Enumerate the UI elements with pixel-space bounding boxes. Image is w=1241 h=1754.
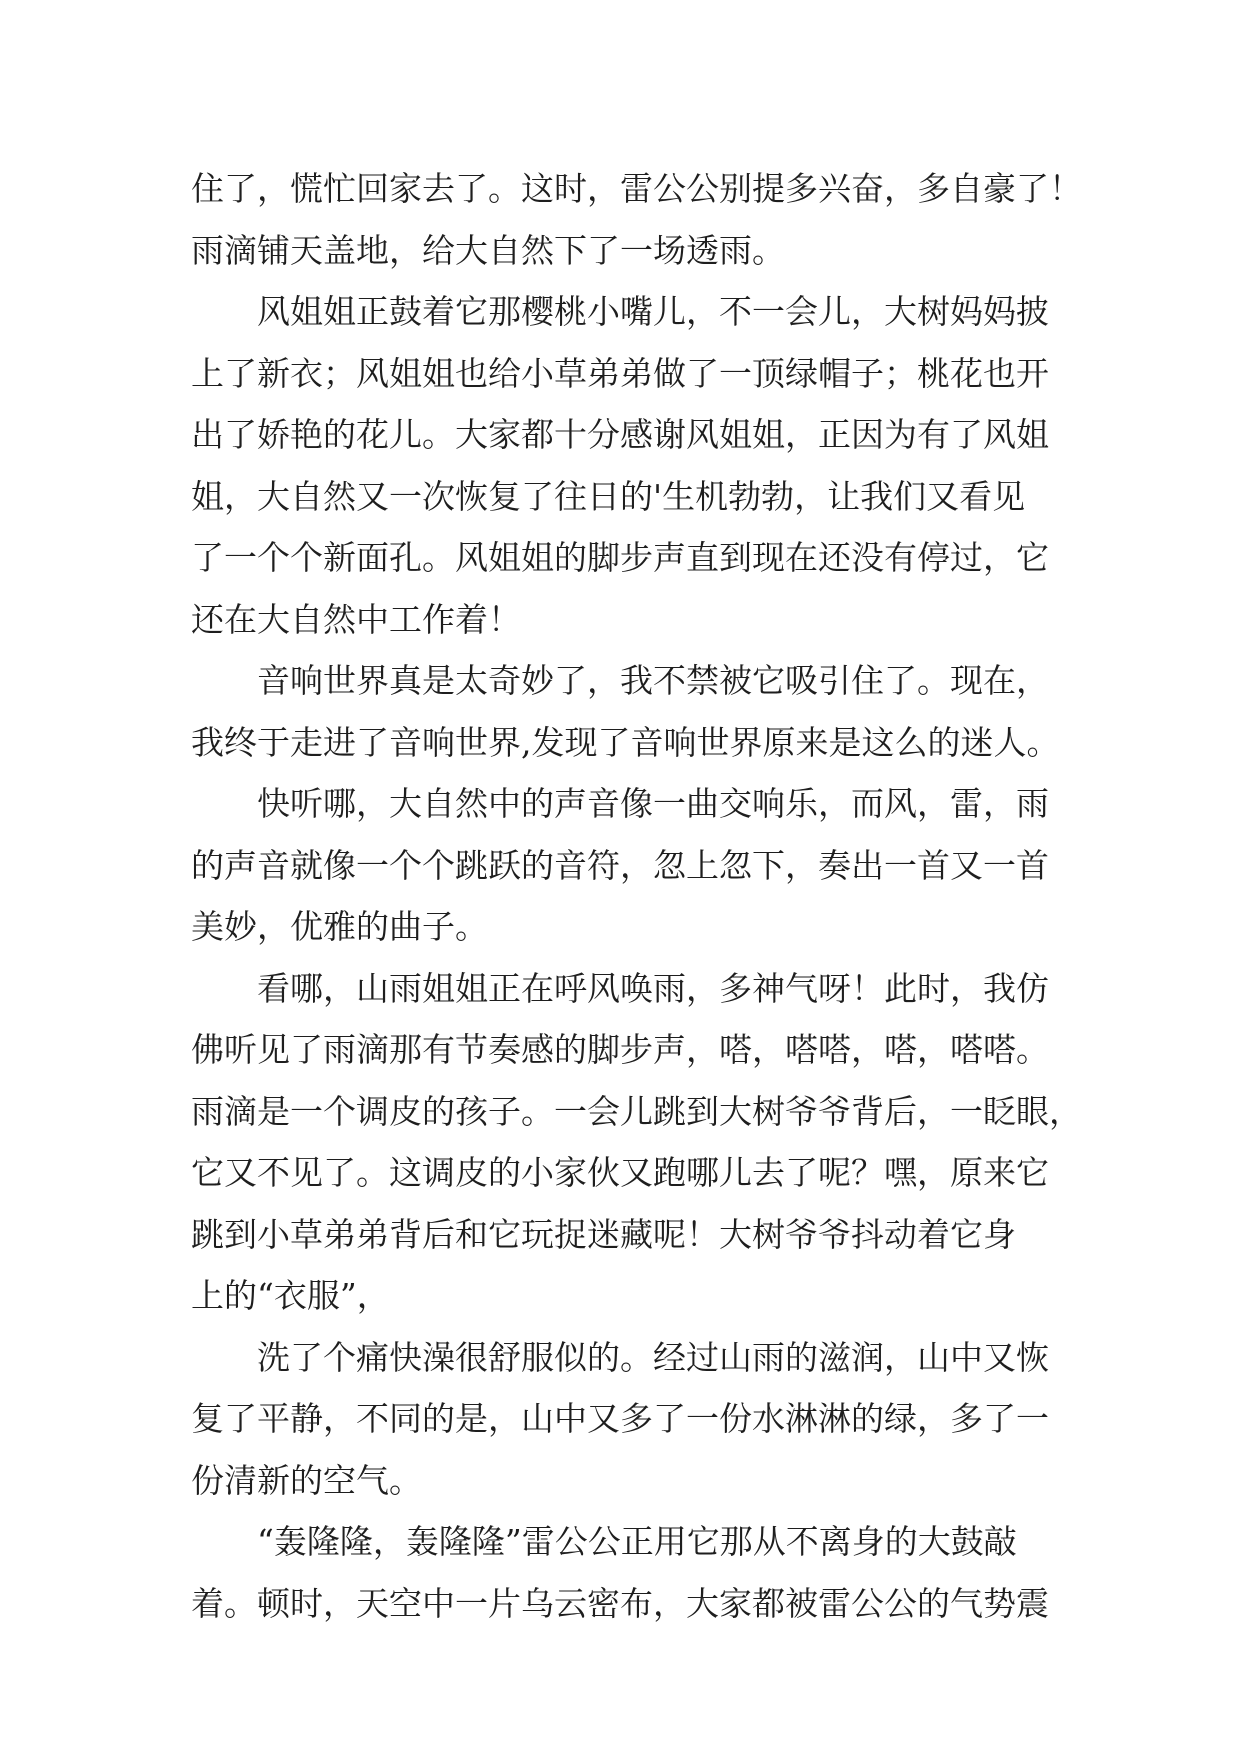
text-line: 着。顿时，天空中一片乌云密布，大家都被雷公公的气势震 [191,1583,1049,1623]
paragraph-first-line: 看哪，山雨姐姐正在呼风唤雨，多神气呀！此时，我仿 [257,968,1049,1008]
text-line: 雨滴铺天盖地，给大自然下了一场透雨。 [191,230,785,270]
document-body [191,158,1082,1634]
text-line: 出了娇艳的花儿。大家都十分感谢风姐姐，正因为有了风姐 [191,415,1049,454]
text-line: 跳到小草弟弟背后和它玩捉迷藏呢！大树爷爷抖动着它身 [191,1214,1016,1254]
text-line: 我终于走进了音响世界,发现了音响世界原来是这么的迷人。 [191,722,1060,762]
text-line: 份清新的空气。 [191,1460,422,1500]
paragraph-first-line: 洗了个痛快澡很舒服似的。经过山雨的滋润，山中又恢 [257,1337,1049,1377]
text-line: 上的“衣服”， [191,1276,390,1315]
text-line: 的声音就像一个个跳跃的音符，忽上忽下，奏出一首又一首 [191,845,1049,885]
text-line: 雨滴是一个调皮的孩子。一会儿跳到大树爷爷背后，一眨眼， [191,1091,1082,1131]
text-line: 美妙，优雅的曲子。 [191,907,488,946]
text-line: 还在大自然中工作着！ [191,599,521,639]
text-line: 它又不见了。这调皮的小家伙又跑哪儿去了呢？嘿，原来它 [191,1153,1049,1192]
text-line: 住了，慌忙回家去了。这时，雷公公别提多兴奋，多自豪了！ [191,169,1082,208]
paragraph-first-line: 音响世界真是太奇妙了，我不禁被它吸引住了。现在， [257,661,1049,700]
text-line: 佛听见了雨滴那有节奏感的脚步声，嗒，嗒嗒，嗒，嗒嗒。 [191,1030,1049,1069]
text-line: 姐，大自然又一次恢复了往日的'生机勃勃，让我们又看见 [191,476,1026,516]
text-line: 复了平静，不同的是，山中又多了一份水淋淋的绿，多了一 [191,1399,1049,1438]
text-line: 上了新衣；风姐姐也给小草弟弟做了一顶绿帽子；桃花也开 [191,353,1049,393]
paragraph-first-line: 快听哪，大自然中的声音像一曲交响乐，而风，雷，雨 [257,784,1049,823]
text-line: 了一个个新面孔。风姐姐的脚步声直到现在还没有停过，它 [191,538,1049,577]
paragraph-first-line: “轰隆隆，轰隆隆”雷公公正用它那从不离身的大鼓敲 [257,1522,1017,1561]
paragraph-first-line: 风姐姐正鼓着它那樱桃小嘴儿，不一会儿，大树妈妈披 [257,292,1049,331]
